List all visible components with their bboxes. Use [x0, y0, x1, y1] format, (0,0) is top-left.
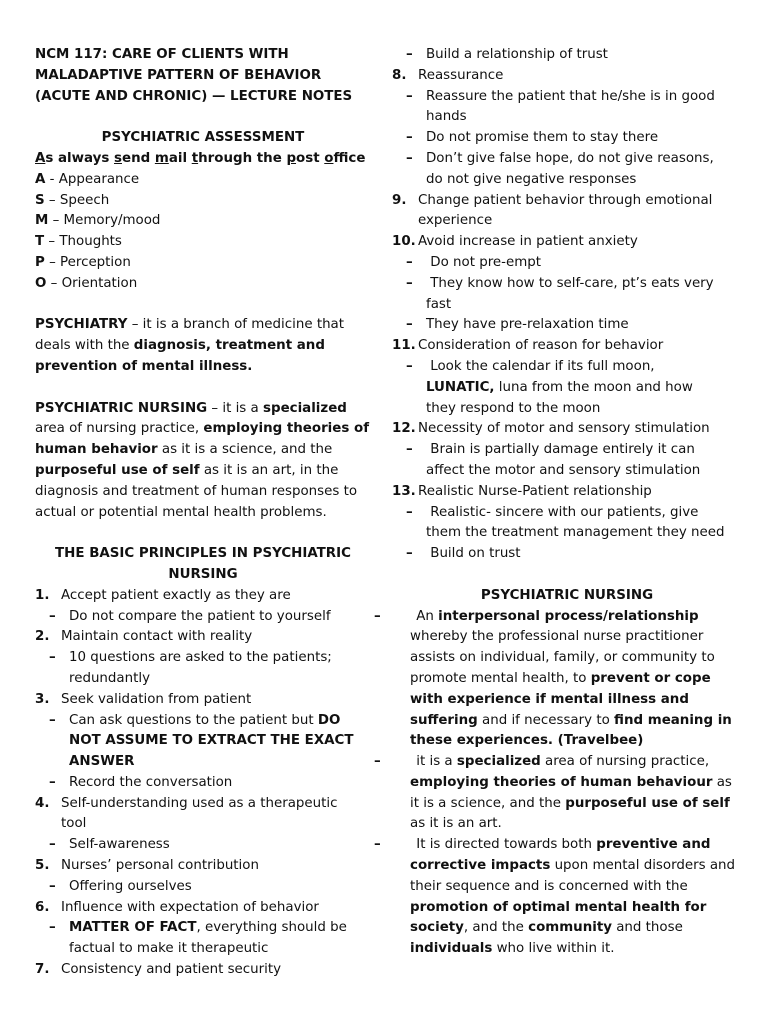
- principle-item: 4. Self-understanding used as a therapeutic: [35, 795, 338, 811]
- principle-subitem-cont: them the treatment management they need: [426, 525, 725, 541]
- assessment-heading: PSYCHIATRIC ASSESSMENT: [101, 130, 305, 146]
- doc-title-line-3: (ACUTE AND CHRONIC) — LECTURE NOTES: [35, 88, 353, 104]
- assessment-item: S – Speech: [35, 192, 110, 208]
- principle-subitem-cont: ANSWER: [69, 754, 135, 770]
- principle-item: 5. Nurses’ personal contribution: [35, 858, 259, 874]
- assessment-item: A - Appearance: [35, 171, 140, 187]
- principle-item: 12. Necessity of motor and sensory stimulation: [392, 421, 710, 437]
- principle-subitem: – Reassure the patient that he/she is in good: [406, 88, 715, 104]
- nursing-bullet-1: – An interpersonal process/relationship whereby the professional nurse practitioner assists on individual, family, or community to promote mental health, to prevent or cope with experience if mental illness and suffering and if necessary to find meaning in these experiences. (Travelbee): [374, 608, 732, 749]
- principle-subitem-cont: do not give negative responses: [426, 171, 637, 187]
- principle-subitem: – Do not compare the patient to yourself: [49, 608, 331, 624]
- principle-item: 7. Consistency and patient security: [35, 962, 282, 978]
- principle-subitem-cont: hands: [426, 109, 467, 125]
- principle-subitem: – Build on trust: [406, 546, 521, 562]
- assessment-item: O – Orientation: [35, 275, 138, 291]
- left-column: [35, 45, 371, 981]
- principle-item-cont: experience: [418, 213, 493, 229]
- principle-subitem: – Brain is partially damage entirely it can: [406, 442, 695, 458]
- principle-subitem: – They have pre-relaxation time: [406, 317, 629, 333]
- right-column: [374, 45, 742, 960]
- principle-subitem-cont: they respond to the moon: [426, 400, 601, 416]
- principle-subitem-cont: LUNATIC, luna from the moon and how: [426, 379, 693, 395]
- principle-subitem: – Do not promise them to stay there: [406, 130, 659, 146]
- principle-subitem-cont: fast: [426, 296, 452, 312]
- principle-subitem-cont: redundantly: [69, 670, 151, 686]
- doc-title-line-2: MALADAPTIVE PATTERN OF BEHAVIOR: [35, 67, 322, 83]
- principle-item: 13. Realistic Nurse-Patient relationship: [392, 483, 652, 499]
- principle-item: 6. Influence with expectation of behavior: [35, 899, 319, 915]
- doc-title-line-1: NCM 117: CARE OF CLIENTS WITH: [35, 47, 289, 62]
- principle-item: 10. Avoid increase in patient anxiety: [392, 234, 638, 250]
- principle-subitem: – Record the conversation: [49, 774, 233, 790]
- principle-item-cont: tool: [61, 816, 87, 832]
- principle-item: 3. Seek validation from patient: [35, 691, 252, 707]
- principles-heading-1: THE BASIC PRINCIPLES IN PSYCHIATRIC: [55, 546, 351, 562]
- principle-subitem: – Offering ourselves: [49, 878, 192, 894]
- assessment-item: T – Thoughts: [35, 234, 122, 250]
- principle-item: 2. Maintain contact with reality: [35, 629, 253, 645]
- psychiatric-nursing-definition: PSYCHIATRIC NURSING – it is a specialized area of nursing practice, employing theories of human behavior as it is a science, and the purposeful use of self as it is an art, in the diagnosis and treatment of human responses to actual or potential mental health problems.: [35, 400, 370, 520]
- nursing-bullet-3: – It is directed towards both preventive and corrective impacts upon mental disorders and their sequence and is concerned with the promotion of optimal mental health for society, and the community and those individuals who live within it.: [374, 837, 736, 957]
- principle-subitem: – Can ask questions to the patient but DO: [49, 712, 341, 728]
- principle-subitem: – Look the calendar if its full moon,: [406, 358, 655, 374]
- principle-subitem: – Realistic- sincere with our patients, give: [406, 504, 699, 520]
- principle-subitem: – They know how to self-care, pt’s eats very: [406, 275, 714, 291]
- principle-item: 1. Accept patient exactly as they are: [35, 587, 291, 603]
- principle-subitem-cont: affect the motor and sensory stimulation: [426, 462, 701, 478]
- assessment-item: M – Memory/mood: [35, 213, 161, 229]
- principles-heading-2: NURSING: [168, 566, 238, 582]
- nursing-bullet-2: – it is a specialized area of nursing practice, employing theories of human behaviour as it is a science, and the purposeful use of self as it is an art.: [374, 754, 732, 832]
- assessment-item: P – Perception: [35, 254, 131, 270]
- nursing-section-heading: PSYCHIATRIC NURSING: [480, 587, 654, 603]
- principle-item: 11. Consideration of reason for behavior: [392, 338, 664, 354]
- principle-subitem-cont: NOT ASSUME TO EXTRACT THE EXACT: [69, 733, 354, 749]
- principle-item: 8. Reassurance: [392, 67, 504, 83]
- assessment-mnemonic: As always send mail through the post office: [35, 150, 366, 166]
- principle-subitem: – Don’t give false hope, do not give reasons,: [406, 150, 714, 166]
- psychiatry-definition: PSYCHIATRY – it is a branch of medicine that deals with the diagnosis, treatment and prevention of mental illness.: [35, 317, 345, 374]
- principle-subitem: – MATTER OF FACT, everything should be: [49, 920, 347, 936]
- principle-subitem-cont: factual to make it therapeutic: [69, 941, 269, 957]
- principle-subitem: – Build a relationship of trust: [406, 47, 608, 62]
- principle-subitem: – Self-awareness: [49, 837, 170, 853]
- principle-subitem: – 10 questions are asked to the patients;: [49, 650, 332, 666]
- principle-item: 9. Change patient behavior through emotional: [392, 192, 713, 208]
- principle-subitem: – Do not pre-empt: [406, 254, 542, 270]
